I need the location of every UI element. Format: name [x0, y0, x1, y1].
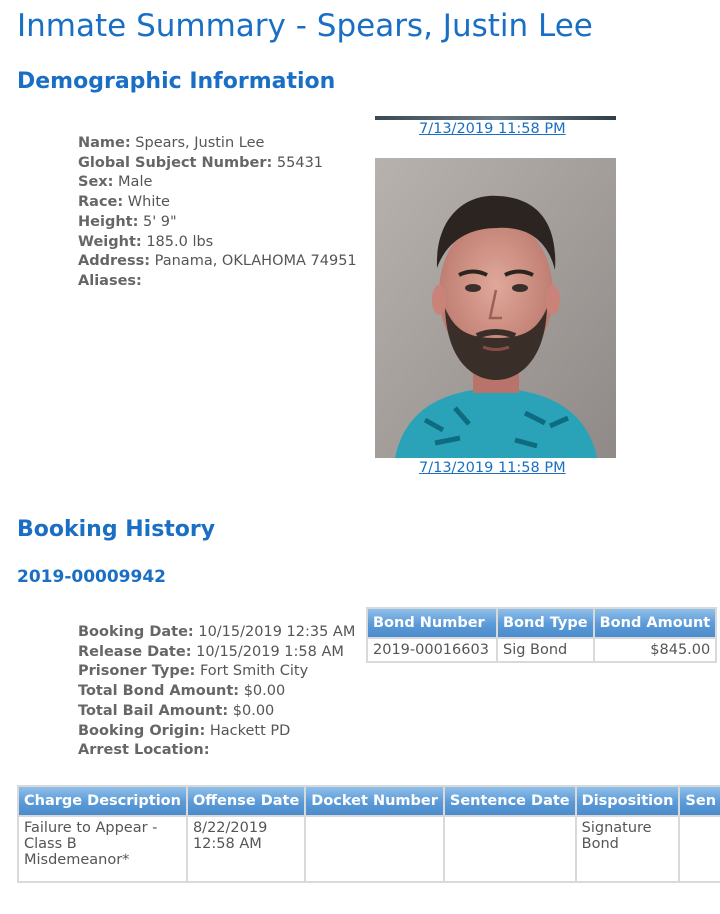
offense-date-cell: 8/22/2019 12:58 AM — [187, 816, 305, 882]
bond-table — [366, 607, 717, 663]
bond-amount-cell: $845.00 — [594, 638, 717, 662]
field-name: Name: Spears, Justin Lee — [78, 135, 265, 151]
charge-description-cell: Failure to Appear - Class B Misdemeanor* — [18, 816, 187, 882]
field-total-bond-amount: Total Bond Amount: $0.00 — [78, 683, 286, 700]
bond-type-header[interactable]: Bond Type — [497, 608, 594, 638]
field-address: Address: Panama, OKLAHOMA 74951 — [78, 253, 357, 270]
field-prisoner-type: Prisoner Type: Fort Smith City — [78, 663, 309, 680]
field-height: Height: 5' 9" — [78, 213, 177, 230]
mugshot-photo-partial[interactable] — [375, 116, 616, 120]
field-race: Race: White — [78, 194, 170, 211]
sentence-date-header[interactable]: Sentence Date — [444, 786, 576, 816]
demographic-heading: Demographic Information — [17, 69, 336, 94]
sentence-header[interactable]: Sen — [679, 786, 720, 816]
table-row — [18, 816, 720, 882]
sentence-cell — [679, 816, 720, 882]
disposition-cell: Signature Bond — [576, 816, 680, 882]
docket-number-header[interactable]: Docket Number — [305, 786, 444, 816]
sentence-date-cell — [444, 816, 576, 882]
charge-table-header — [18, 786, 720, 816]
field-aliases: Aliases: — [78, 272, 142, 289]
bond-type-cell: Sig Bond — [497, 638, 594, 662]
bond-number-header[interactable]: Bond Number — [367, 608, 497, 638]
docket-number-cell — [305, 816, 444, 882]
mugshot-photo[interactable] — [375, 158, 616, 458]
offense-date-header[interactable]: Offense Date — [187, 786, 305, 816]
field-global-subject-number: Global Subject Number: 55431 — [78, 154, 324, 171]
photo-date-link[interactable]: 7/13/2019 11:58 PM — [419, 460, 566, 476]
booking-number: 2019-00009942 — [17, 567, 166, 587]
booking-info — [78, 623, 355, 761]
page-title: Inmate Summary - Spears, Justin Lee — [17, 8, 593, 44]
field-booking-date: Booking Date: 10/15/2019 12:35 AM — [78, 624, 356, 640]
demographic-info — [78, 134, 357, 292]
table-row — [367, 638, 716, 662]
charge-table — [17, 785, 720, 883]
field-booking-origin: Booking Origin: Hackett PD — [78, 722, 291, 739]
field-arrest-location: Arrest Location: — [78, 742, 210, 759]
photo-date-link[interactable]: 7/13/2019 11:58 PM — [419, 121, 566, 137]
disposition-header[interactable]: Disposition — [576, 786, 680, 816]
charge-description-header[interactable]: Charge Description — [18, 786, 187, 816]
charge-table-wrapper — [17, 785, 720, 895]
bond-number-cell: 2019-00016603 — [367, 638, 497, 662]
field-weight: Weight: 185.0 lbs — [78, 233, 214, 250]
field-release-date: Release Date: 10/15/2019 1:58 AM — [78, 643, 344, 660]
bond-table-header — [367, 608, 716, 638]
field-sex: Sex: Male — [78, 174, 153, 191]
field-total-bail-amount: Total Bail Amount: $0.00 — [78, 702, 275, 719]
booking-history-heading: Booking History — [17, 517, 216, 542]
bond-amount-header[interactable]: Bond Amount — [594, 608, 717, 638]
